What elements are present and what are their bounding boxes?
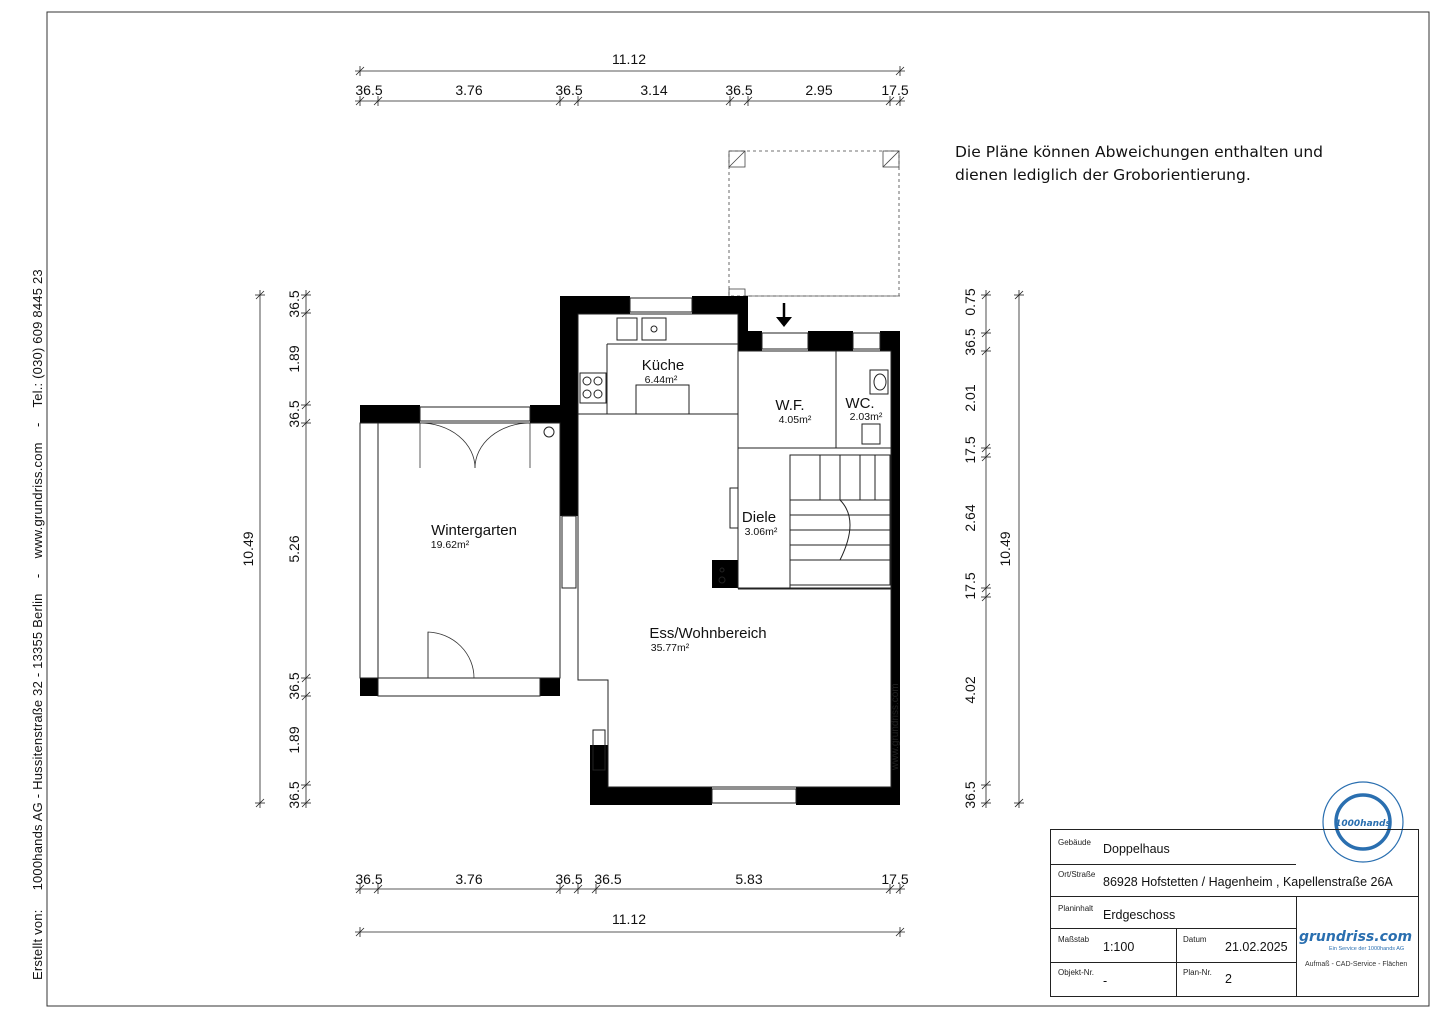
room-area-diele: 3.06m² — [744, 526, 778, 538]
top-seg-6: 2.95 — [805, 82, 833, 98]
right-total-dimension: 10.49 — [997, 531, 1013, 567]
value-plan: 2 — [1225, 972, 1232, 986]
disclaimer-line-2: dienen lediglich der Groborientierung. — [955, 166, 1251, 184]
grundriss-logo: grundriss.com — [1299, 929, 1413, 945]
label-planinhalt: Planinhalt — [1058, 904, 1094, 913]
value-datum: 21.02.2025 — [1225, 940, 1288, 954]
entrance-arrow-icon — [776, 303, 792, 327]
value-gebaeude: Doppelhaus — [1103, 842, 1170, 856]
right-seg-8: 36.5 — [962, 781, 978, 809]
right-seg-1: 0.75 — [962, 288, 978, 316]
room-name-wc: WC. — [845, 395, 875, 412]
left-dimension-chain — [255, 290, 311, 808]
title-block — [1050, 829, 1419, 997]
disclaimer-line-1: Die Pläne können Abweichungen enthalten und — [955, 143, 1323, 161]
left-seg-2: 1.89 — [286, 345, 302, 373]
top-total-dimension: 11.12 — [612, 51, 646, 67]
room-area-wintergarten: 19.62m² — [430, 539, 470, 551]
bottom-seg-2: 3.76 — [455, 871, 483, 887]
label-gebaeude: Gebäude — [1058, 838, 1091, 847]
label-plan: Plan-Nr. — [1183, 968, 1212, 977]
right-seg-3: 2.01 — [962, 384, 978, 412]
side-credit-text: Erstellt von: 1000hands AG - Hussitenstraße 32 - 13355 Berlin - www.grundriss.com - Tel.: (030) 609 8445 23 — [30, 269, 45, 980]
bottom-seg-5: 5.83 — [735, 871, 763, 887]
stamp-text: 1000hands — [1335, 819, 1391, 829]
right-seg-7: 4.02 — [962, 676, 978, 704]
top-seg-5: 36.5 — [725, 82, 753, 98]
top-seg-2: 3.76 — [455, 82, 483, 98]
right-seg-5: 2.64 — [962, 504, 978, 532]
right-segment-labels — [962, 288, 978, 808]
plan-watermark: www.grundriss.com — [890, 683, 901, 770]
canopy-posts — [729, 151, 899, 298]
label-massstab: Maßstab — [1058, 935, 1090, 944]
left-seg-1: 36.5 — [286, 290, 302, 318]
tb-divider-mid — [1176, 928, 1177, 996]
logo-tagline: Aufmaß - CAD-Service - Flächen — [1305, 961, 1408, 968]
room-name-kueche: Küche — [641, 357, 685, 374]
top-seg-3: 36.5 — [555, 82, 583, 98]
room-area-kueche: 6.44m² — [644, 374, 678, 386]
logo-subline: Ein Service der 1000hands AG — [1329, 946, 1405, 952]
disclaimer-note — [955, 141, 1355, 187]
top-seg-4: 3.14 — [640, 82, 668, 98]
top-seg-7: 17.5 — [881, 82, 909, 98]
room-name-wohnbereich: Ess/Wohnbereich — [649, 625, 767, 642]
bottom-seg-6: 17.5 — [881, 871, 909, 887]
left-segment-labels — [286, 290, 302, 808]
bottom-segment-labels — [355, 871, 908, 887]
tb-row-gebaeude — [1051, 830, 1296, 865]
top-segment-labels — [355, 82, 908, 98]
bottom-seg-1: 36.5 — [355, 871, 383, 887]
value-planinhalt: Erdgeschoss — [1103, 908, 1176, 922]
left-seg-4: 5.26 — [286, 535, 302, 563]
left-total-dimension: 10.49 — [240, 531, 256, 567]
room-name-diele: Diele — [741, 509, 777, 526]
bottom-total-dimension: 11.12 — [612, 911, 646, 927]
value-ort: 86928 Hofstetten / Hagenheim , Kapellenstraße 26A — [1103, 875, 1393, 889]
right-seg-6: 17.5 — [962, 572, 978, 600]
bottom-seg-4: 36.5 — [594, 871, 622, 887]
room-name-wintergarten: Wintergarten — [431, 522, 517, 539]
left-seg-6: 1.89 — [286, 726, 302, 754]
right-seg-4: 17.5 — [962, 436, 978, 464]
room-labels — [431, 357, 883, 654]
canopy-outline — [729, 151, 899, 296]
value-objekt: - — [1103, 974, 1108, 988]
room-area-wf: 4.05m² — [778, 414, 812, 426]
tb-divider-main — [1296, 896, 1297, 996]
left-seg-7: 36.5 — [286, 781, 302, 809]
room-area-wohnbereich: 35.77m² — [650, 642, 690, 654]
bottom-seg-3: 36.5 — [555, 871, 583, 887]
left-seg-3: 36.5 — [286, 400, 302, 428]
room-name-wf: W.F. — [775, 397, 805, 414]
value-massstab: 1:100 — [1103, 940, 1135, 954]
room-area-wc: 2.03m² — [849, 411, 883, 423]
right-seg-2: 36.5 — [962, 328, 978, 356]
label-datum: Datum — [1183, 935, 1207, 944]
label-ort: Ort/Straße — [1058, 870, 1096, 879]
label-objekt: Objekt-Nr. — [1058, 968, 1095, 977]
top-seg-1: 36.5 — [355, 82, 383, 98]
left-seg-5: 36.5 — [286, 672, 302, 700]
